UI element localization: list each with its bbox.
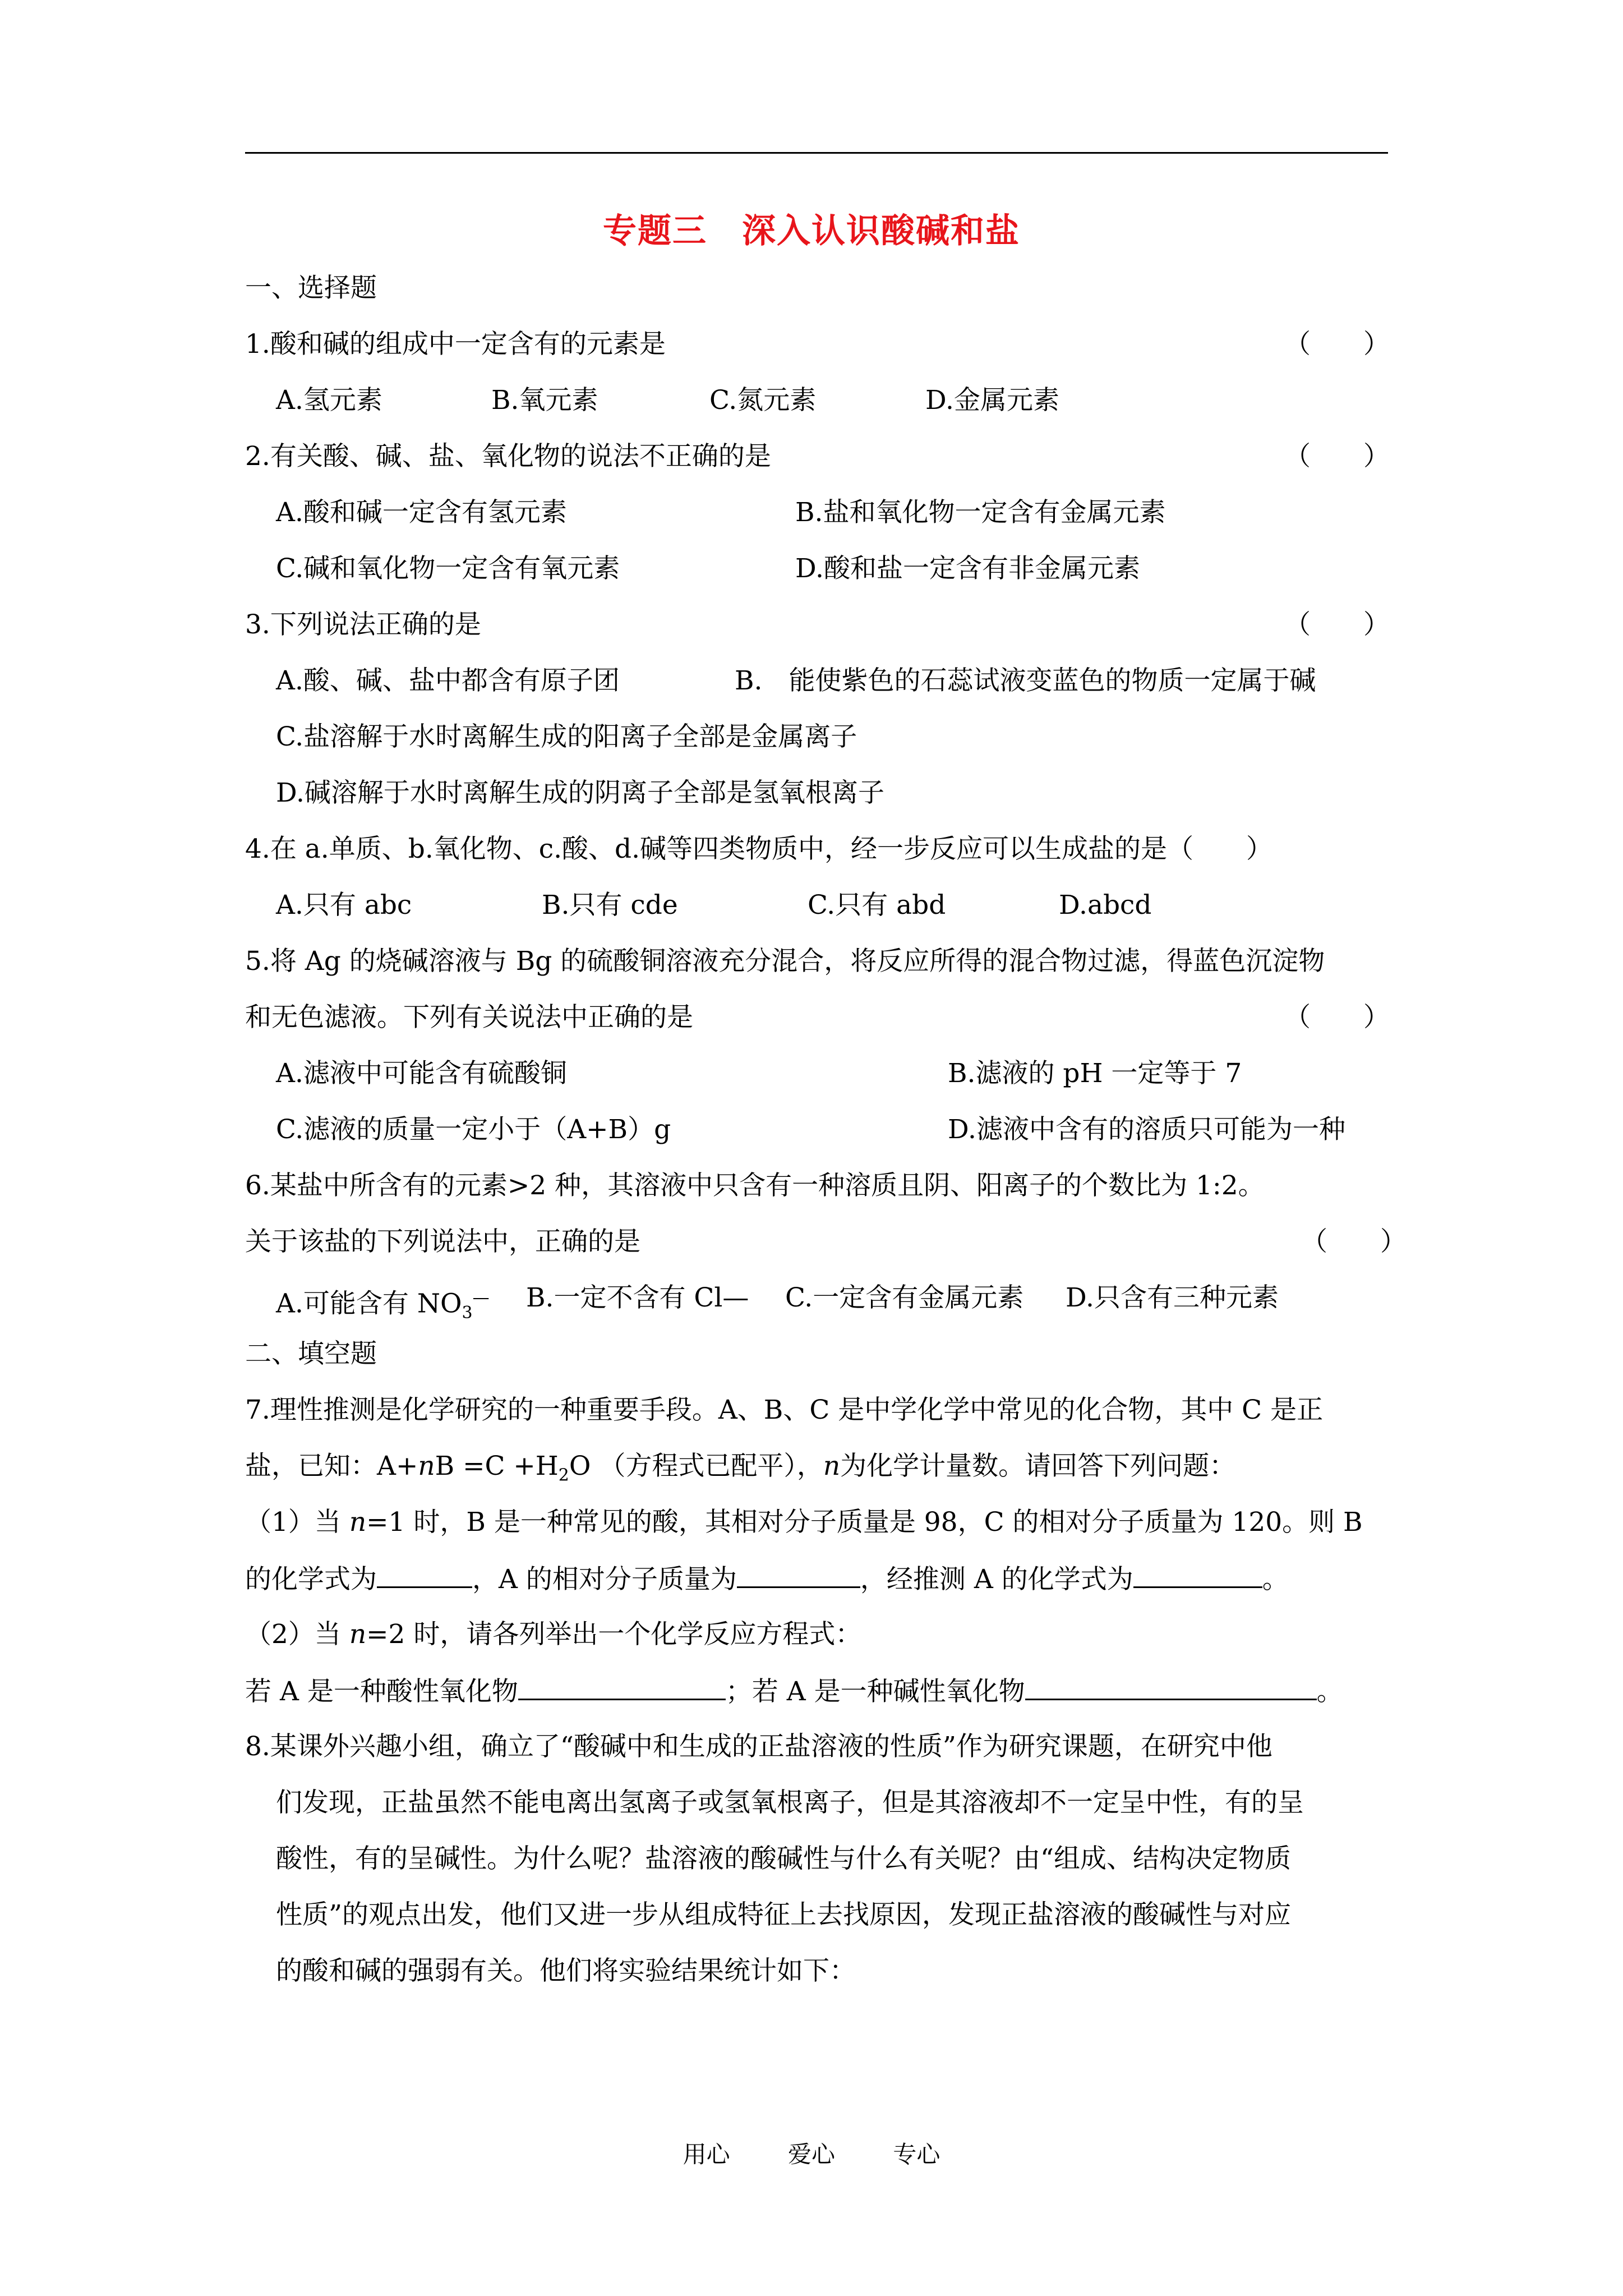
- option-a: A.只有 abc: [276, 890, 412, 921]
- option-c: C.只有 abd: [808, 890, 946, 921]
- page-footer: 用心 爱心 专心: [683, 2141, 940, 2168]
- question-8-line-2: 们发现，正盐虽然不能电离出氢离子或氢氧根离子，但是其溶液却不一定呈中性，有的呈: [276, 1787, 1304, 1818]
- text: 。: [1316, 1676, 1343, 1707]
- superscript: —: [472, 1288, 490, 1308]
- subscript: 2: [558, 1465, 569, 1485]
- option-d: D.只含有三种元素: [1066, 1282, 1279, 1313]
- option-a: A.滤液中可能含有硫酸铜: [276, 1058, 567, 1089]
- option-c: C.盐溶解于水时离解生成的阳离子全部是金属离子: [276, 721, 857, 752]
- question-1-stem: 1.酸和碱的组成中一定含有的元素是: [245, 329, 666, 360]
- option-d: D.金属元素: [925, 385, 1059, 416]
- text: 为化学计量数。请回答下列问题：: [840, 1451, 1236, 1481]
- text: ，A 的相对分子质量为: [472, 1564, 737, 1595]
- text: 的化学式为: [245, 1564, 377, 1595]
- variable-n: n: [349, 1507, 367, 1538]
- option-a: [276, 1281, 490, 1330]
- question-8-line-5: 的酸和碱的强弱有关。他们将实验结果统计如下：: [276, 1955, 856, 1986]
- option-d: D.酸和盐一定含有非金属元素: [795, 553, 1140, 584]
- text: （2）当: [245, 1619, 349, 1650]
- question-7-line-2: [245, 1450, 1235, 1492]
- answer-paren: （ ）: [1284, 329, 1390, 360]
- text: =2 时，请各列举出一个化学反应方程式：: [366, 1619, 862, 1650]
- option-c: C.一定含有金属元素: [785, 1282, 1024, 1313]
- header-rule: [245, 152, 1388, 154]
- question-7-part-2-blanks: [245, 1674, 1343, 1709]
- option-c: C.氮元素: [709, 385, 817, 416]
- text: （1）当: [245, 1507, 349, 1538]
- option-a: A.酸和碱一定含有氢元素: [276, 497, 567, 528]
- text: ；若 A 是一种碱性氧化物: [725, 1676, 1025, 1707]
- variable-n: n: [823, 1451, 841, 1481]
- question-8-line-1: 8.某课外兴趣小组，确立了“酸碱中和生成的正盐溶液的性质”作为研究课题，在研究中他: [245, 1731, 1272, 1762]
- answer-blank[interactable]: [1025, 1674, 1317, 1700]
- option-c: C.碱和氧化物一定含有氧元素: [276, 553, 620, 584]
- option-b: B.盐和氧化物一定含有金属元素: [795, 497, 1166, 528]
- variable-n: n: [418, 1451, 435, 1481]
- option-b: B.滤液的 pH 一定等于 7: [948, 1058, 1242, 1089]
- text: O （方程式已配平），: [569, 1451, 823, 1481]
- page-title: 专题三 深入认识酸碱和盐: [603, 211, 1020, 251]
- question-4-stem: 4.在 a.单质、b.氧化物、c.酸、d.碱等四类物质中，经一步反应可以生成盐的是（ ）: [245, 834, 1273, 864]
- text: 若 A 是一种酸性氧化物: [245, 1676, 518, 1707]
- option-a-text: A.可能含有 NO: [276, 1288, 462, 1319]
- option-a: A.氢元素: [276, 385, 382, 416]
- question-7-line-1: 7.理性推测是化学研究的一种重要手段。A、B、C 是中学化学中常见的化合物，其中 C 是正: [245, 1395, 1324, 1425]
- question-8-line-4: 性质”的观点出发，他们又进一步从组成特征上去找原因，发现正盐溶液的酸碱性与对应: [276, 1899, 1292, 1930]
- section-heading-choice: 一、选择题: [245, 273, 377, 303]
- question-7-part-1: [245, 1506, 1363, 1539]
- option-b: B. 能使紫色的石蕊试液变蓝色的物质一定属于碱: [735, 665, 1316, 696]
- question-6-stem-line-1: 6.某盐中所含有的元素>2 种，其溶液中只含有一种溶质且阴、阳离子的个数比为 1:2。: [245, 1170, 1265, 1201]
- text: ，经推测 A 的化学式为: [860, 1564, 1133, 1595]
- answer-paren: （ ）: [1284, 609, 1390, 640]
- option-b: B.一定不含有 Cl—: [526, 1282, 749, 1313]
- option-b: B.氧元素: [491, 385, 598, 416]
- question-8-line-3: 酸性，有的呈碱性。为什么呢？盐溶液的酸碱性与什么有关呢？由“组成、结构决定物质: [276, 1843, 1292, 1874]
- question-7-part-2: [245, 1618, 861, 1651]
- variable-n: n: [349, 1619, 367, 1650]
- option-b: B.只有 cde: [542, 890, 678, 921]
- option-d: D.碱溶解于水时离解生成的阴离子全部是氢氧根离子: [276, 777, 884, 808]
- text: =1 时，B 是一种常见的酸，其相对分子质量是 98，C 的相对分子质量为 120。则 B: [366, 1507, 1363, 1538]
- question-3-stem: 3.下列说法正确的是: [245, 609, 481, 640]
- option-c: C.滤液的质量一定小于（A+B）g: [276, 1114, 671, 1145]
- question-2-stem: 2.有关酸、碱、盐、氧化物的说法不正确的是: [245, 441, 771, 472]
- text: B =C +H: [435, 1451, 559, 1481]
- question-6-stem-line-2: 关于该盐的下列说法中，正确的是: [245, 1226, 640, 1257]
- answer-blank[interactable]: [737, 1562, 860, 1588]
- text: 盐，已知：A+: [245, 1451, 418, 1481]
- option-a: A.酸、碱、盐中都含有原子团: [276, 665, 620, 696]
- answer-paren: （ ）: [1284, 441, 1390, 472]
- answer-blank[interactable]: [1133, 1562, 1262, 1588]
- answer-blank[interactable]: [518, 1674, 726, 1700]
- answer-blank[interactable]: [377, 1562, 472, 1588]
- question-5-stem-line-1: 5.将 Ag 的烧碱溶液与 Bg 的硫酸铜溶液充分混合，将反应所得的混合物过滤，得蓝色沉淀物: [245, 946, 1325, 977]
- subscript: 3: [462, 1303, 473, 1323]
- question-5-stem-line-2: 和无色滤液。下列有关说法中正确的是: [245, 1002, 693, 1033]
- text: 。: [1262, 1564, 1289, 1595]
- question-7-part-1-blanks: [245, 1562, 1289, 1596]
- answer-paren: （ ）: [1284, 1002, 1390, 1033]
- answer-paren: （ ）: [1301, 1226, 1407, 1257]
- option-d: D.abcd: [1059, 890, 1152, 921]
- option-d: D.滤液中含有的溶质只可能为一种: [948, 1114, 1345, 1145]
- section-heading-fill: 二、填空题: [245, 1338, 377, 1369]
